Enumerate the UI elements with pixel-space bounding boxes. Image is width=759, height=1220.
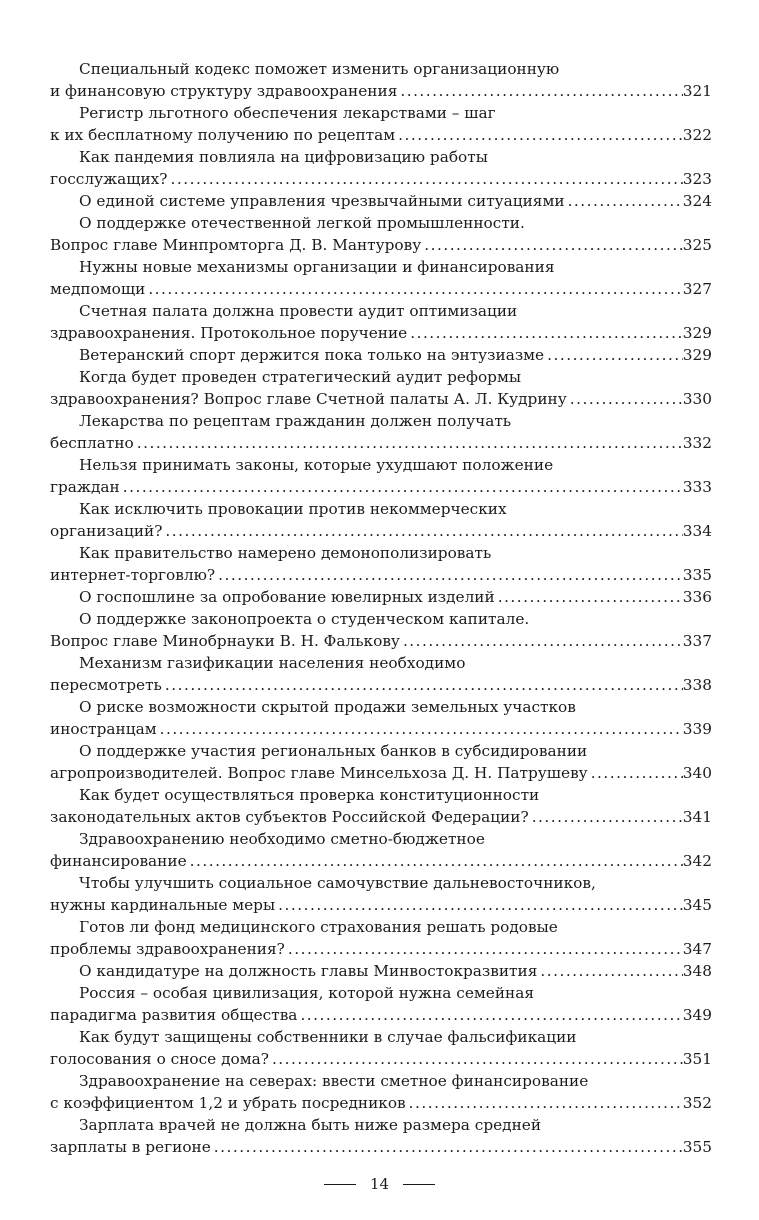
toc-page-number: 335 — [682, 566, 712, 584]
toc-page-number: 329 — [682, 346, 712, 364]
toc-entry-title: законодательных актов субъектов Российской Федерации? — [50, 808, 529, 826]
toc-page-number: 325 — [682, 236, 712, 254]
toc-entry — [50, 344, 712, 366]
toc-entry-title: О поддержке отечественной легкой промышленности. — [79, 214, 525, 232]
toc-page-number: 338 — [682, 676, 712, 694]
dot-leader — [537, 960, 682, 982]
toc-entry — [50, 872, 712, 916]
toc-entry-title: Вопрос главе Минпромторга Д. В. Мантурову — [50, 236, 422, 254]
toc-entry-title: Ветеранский спорт держится пока только на энтузиазме — [79, 346, 545, 364]
toc-page-number: 321 — [682, 82, 712, 100]
toc-entry-line — [50, 80, 712, 102]
toc-entry — [50, 410, 712, 454]
toc-page-number: 324 — [682, 192, 712, 210]
toc-page-number: 342 — [682, 852, 712, 870]
toc-entry-title: Зарплата врачей не должна быть ниже размера средней — [79, 1116, 542, 1134]
toc-entry-line — [50, 806, 712, 828]
toc-entry — [50, 300, 712, 344]
toc-entry-title: и финансовую структуру здравоохранения — [50, 82, 398, 100]
toc-entry-line — [50, 762, 712, 784]
toc-entry-title: здравоохранения. Протокольное поручение — [50, 324, 408, 342]
toc-entry — [50, 454, 712, 498]
toc-page-number: 340 — [682, 764, 712, 782]
dot-leader — [187, 850, 683, 872]
dot-leader — [397, 80, 682, 102]
page-number: 14 — [369, 1175, 390, 1193]
dot-leader — [215, 564, 683, 586]
toc-entry-line — [50, 630, 712, 652]
toc-entry — [50, 784, 712, 828]
toc-entry-title: интернет-торговлю? — [50, 566, 216, 584]
dot-leader — [275, 894, 683, 916]
dot-leader — [588, 762, 683, 784]
toc-entry-title: Здравоохранение на северах: ввести сметное финансирование — [79, 1072, 589, 1090]
toc-entry-title: О единой системе управления чрезвычайными ситуациями — [79, 192, 565, 210]
toc-entry-line — [50, 190, 712, 212]
toc-entry-line — [50, 432, 712, 454]
table-of-contents — [50, 58, 712, 1158]
toc-entry — [50, 366, 712, 410]
toc-entry-title: Счетная палата должна провести аудит оптимизации — [79, 302, 518, 320]
toc-entry — [50, 102, 712, 146]
toc-entry-title: парадигма развития общества — [50, 1006, 298, 1024]
dot-leader — [157, 718, 683, 740]
toc-entry-title: О поддержке законопроекта о студенческом капитале. — [79, 610, 530, 628]
toc-entry-line — [50, 564, 712, 586]
toc-entry — [50, 1070, 712, 1114]
toc-entry — [50, 608, 712, 652]
toc-page-number: 329 — [682, 324, 712, 342]
dot-leader — [567, 388, 683, 410]
toc-entry-title: финансирование — [50, 852, 187, 870]
toc-entry-title: Нельзя принимать законы, которые ухудшают положение — [79, 456, 554, 474]
toc-entry-title: организаций? — [50, 522, 163, 540]
toc-entry — [50, 146, 712, 190]
dot-leader — [297, 1004, 682, 1026]
toc-entry-title: О кандидатуре на должность главы Минвостокразвития — [79, 962, 538, 980]
toc-page-number: 341 — [682, 808, 712, 826]
toc-entry-title: граждан — [50, 478, 120, 496]
toc-entry — [50, 212, 712, 256]
toc-entry-title: Как исключить провокации против некоммерческих — [79, 500, 507, 518]
toc-entry — [50, 58, 712, 102]
dot-leader — [495, 586, 683, 608]
toc-entry-title: голосования о сносе дома? — [50, 1050, 269, 1068]
toc-page-number: 355 — [682, 1138, 712, 1156]
toc-entry-line — [50, 322, 712, 344]
toc-page-number: 336 — [682, 588, 712, 606]
toc-entry — [50, 586, 712, 608]
toc-entry-title: Специальный кодекс поможет изменить организационную — [79, 60, 560, 78]
toc-entry-line — [50, 1048, 712, 1070]
toc-page-number: 347 — [682, 940, 712, 958]
toc-entry-title: Как будут защищены собственники в случае фальсификации — [79, 1028, 577, 1046]
toc-entry — [50, 190, 712, 212]
toc-entry-title: Регистр льготного обеспечения лекарствами – шаг — [79, 104, 496, 122]
toc-page-number: 332 — [682, 434, 712, 452]
footer-rule-left — [324, 1184, 356, 1185]
toc-entry-title: Россия – особая цивилизация, которой нужна семейная — [79, 984, 534, 1002]
toc-entry-title: О поддержке участия региональных банков в субсидировании — [79, 742, 588, 760]
dot-leader — [162, 674, 683, 696]
toc-entry-title: зарплаты в регионе — [50, 1138, 211, 1156]
toc-entry — [50, 696, 712, 740]
dot-leader — [407, 322, 683, 344]
dot-leader — [211, 1136, 683, 1158]
toc-entry-line — [50, 938, 712, 960]
toc-entry-line — [50, 278, 712, 300]
toc-entry-title: нужны кардинальные меры — [50, 896, 276, 914]
dot-leader — [544, 344, 683, 366]
dot-leader — [269, 1048, 683, 1070]
toc-entry-title: иностранцам — [50, 720, 157, 738]
dot-leader — [162, 520, 682, 542]
dot-leader — [529, 806, 683, 828]
dot-leader — [565, 190, 683, 212]
dot-leader — [285, 938, 683, 960]
toc-entry-title: Как будет осуществляться проверка конституционности — [79, 786, 540, 804]
toc-entry-line — [50, 124, 712, 146]
toc-entry — [50, 916, 712, 960]
toc-entry — [50, 740, 712, 784]
toc-entry-line — [50, 1092, 712, 1114]
toc-page-number: 349 — [682, 1006, 712, 1024]
toc-entry-title: О госпошлине за опробование ювелирных изделий — [79, 588, 495, 606]
toc-entry-title: агропроизводителей. Вопрос главе Минсельхоза Д. Н. Патрушеву — [50, 764, 588, 782]
toc-page-number: 327 — [682, 280, 712, 298]
toc-page-number: 339 — [682, 720, 712, 738]
dot-leader — [421, 234, 683, 256]
toc-entry — [50, 498, 712, 542]
toc-entry — [50, 256, 712, 300]
toc-entry-title: бесплатно — [50, 434, 134, 452]
dot-leader — [400, 630, 683, 652]
toc-entry — [50, 828, 712, 872]
toc-entry-title: с коэффициентом 1,2 и убрать посредников — [50, 1094, 406, 1112]
toc-entry — [50, 1026, 712, 1070]
toc-entry-title: пересмотреть — [50, 676, 162, 694]
toc-page-number: 330 — [682, 390, 712, 408]
toc-entry-line — [50, 894, 712, 916]
dot-leader — [145, 278, 682, 300]
toc-entry-title: Когда будет проведен стратегический аудит реформы — [79, 368, 522, 386]
toc-entry-line — [50, 520, 712, 542]
toc-entry-title: Чтобы улучшить социальное самочувствие дальневосточников, — [79, 874, 596, 892]
dot-leader — [120, 476, 683, 498]
toc-entry-title: здравоохранения? Вопрос главе Счетной палаты А. Л. Кудрину — [50, 390, 567, 408]
toc-entry-title: к их бесплатному получению по рецептам — [50, 126, 396, 144]
toc-entry-line — [50, 960, 712, 982]
toc-entry-title: Готов ли фонд медицинского страхования решать родовые — [79, 918, 558, 936]
dot-leader — [134, 432, 683, 454]
dot-leader — [406, 1092, 683, 1114]
toc-entry-line — [50, 674, 712, 696]
toc-entry-title: Лекарства по рецептам гражданин должен получать — [79, 412, 512, 430]
toc-page-number: 333 — [682, 478, 712, 496]
toc-page-number: 334 — [682, 522, 712, 540]
toc-entry-line — [50, 850, 712, 872]
toc-entry-line — [50, 586, 712, 608]
toc-entry — [50, 1114, 712, 1158]
toc-entry-line — [50, 344, 712, 366]
toc-page-number: 323 — [682, 170, 712, 188]
toc-page-number: 352 — [682, 1094, 712, 1112]
toc-page-number: 345 — [682, 896, 712, 914]
toc-page-number: 337 — [682, 632, 712, 650]
toc-entry-line — [50, 476, 712, 498]
toc-entry-title: медпомощи — [50, 280, 146, 298]
toc-entry-title: проблемы здравоохранения? — [50, 940, 285, 958]
toc-page-number: 351 — [682, 1050, 712, 1068]
toc-entry — [50, 982, 712, 1026]
toc-entry-title: О риске возможности скрытой продажи земельных участков — [79, 698, 576, 716]
toc-page-number: 322 — [682, 126, 712, 144]
toc-entry-line — [50, 718, 712, 740]
toc-entry-title: Как пандемия повлияла на цифровизацию работы — [79, 148, 488, 166]
toc-entry-title: Вопрос главе Минобрнауки В. Н. Фалькову — [50, 632, 400, 650]
toc-entry-title: Механизм газификации населения необходимо — [79, 654, 466, 672]
toc-entry-line — [50, 168, 712, 190]
toc-entry — [50, 960, 712, 982]
toc-page-number: 348 — [682, 962, 712, 980]
toc-entry-title: Как правительство намерено демонополизировать — [79, 544, 492, 562]
toc-entry — [50, 652, 712, 696]
toc-entry-line — [50, 1004, 712, 1026]
toc-entry-line — [50, 234, 712, 256]
dot-leader — [395, 124, 683, 146]
toc-entry — [50, 542, 712, 586]
toc-entry-title: госслужащих? — [50, 170, 168, 188]
dot-leader — [168, 168, 683, 190]
toc-entry-title: Здравоохранению необходимо сметно-бюджетное — [79, 830, 485, 848]
toc-entry-line — [50, 388, 712, 410]
footer-rule-right — [403, 1184, 435, 1185]
page-footer — [0, 1175, 759, 1193]
toc-entry-line — [50, 1136, 712, 1158]
toc-entry-title: Нужны новые механизмы организации и финансирования — [79, 258, 555, 276]
